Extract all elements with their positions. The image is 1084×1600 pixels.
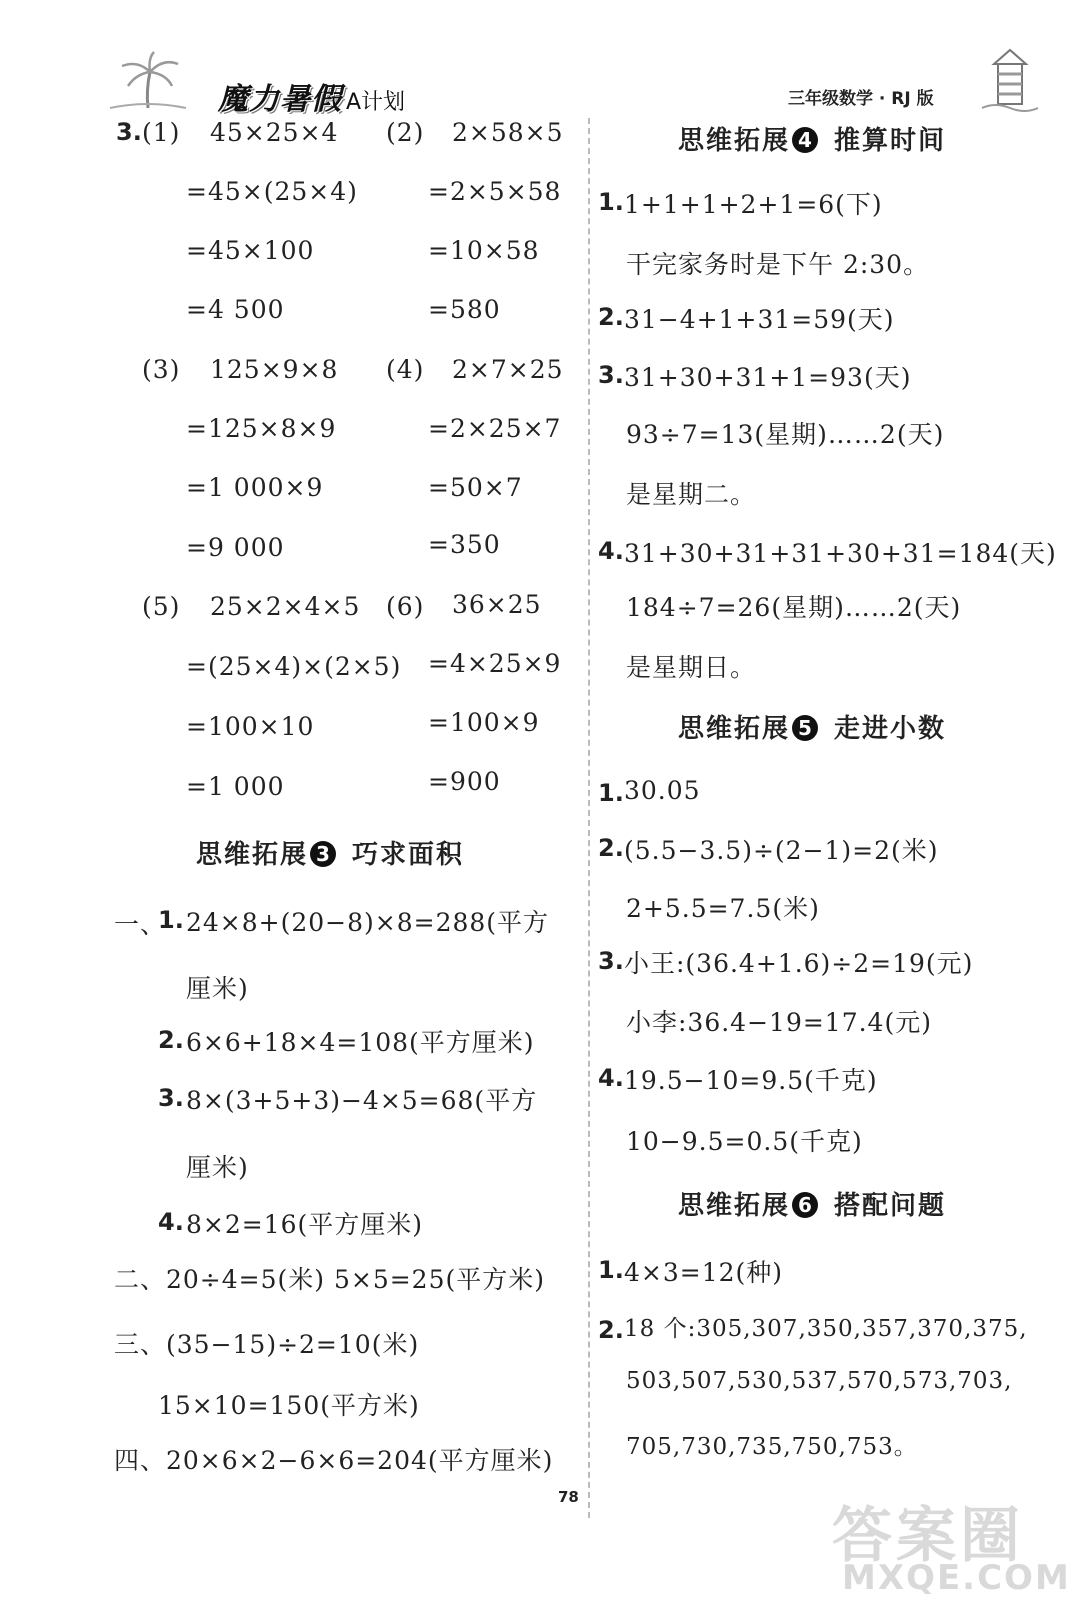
brand-title [218,74,405,118]
answer-line: 厘米) [186,974,249,1003]
answer-number: 2. [598,1316,624,1344]
answer-line: 2+5.5=7.5(米) [626,894,820,923]
lighthouse-icon [980,46,1040,112]
answer-number: 2. [598,303,624,331]
section-title: 搭配问题 [834,1191,947,1221]
answer-line: 8×(3+5+3)−4×5=68(平方 [186,1086,538,1115]
answer-number: 1. [598,779,624,807]
math-line: =4×25×9 [428,649,562,678]
answer-line: 184÷7=26(星期)……2(天) [626,593,962,622]
math-line: =1 000×9 [186,473,324,502]
math-line: =2×25×7 [428,414,562,443]
section-prefix: 思维拓展 [196,840,309,870]
answer-line: 三、(35−15)÷2=10(米) [114,1330,420,1359]
section-heading [196,834,464,871]
answer-line: 15×10=150(平方米) [158,1391,420,1420]
section-prefix: 思维拓展 [678,714,791,744]
answer-line: 是星期二。 [626,480,757,509]
answer-line: 8×2=16(平方厘米) [186,1210,424,1239]
answer-line: 18 个:305,307,350,357,370,375, [624,1316,1028,1342]
math-line: =580 [428,295,501,324]
math-line: =350 [428,530,501,559]
answer-line: 小李:36.4−19=17.4(元) [626,1008,932,1037]
math-line: 2×58×5 [452,118,564,147]
answer-line: 10−9.5=0.5(千克) [626,1127,863,1156]
section-title: 巧求面积 [352,840,465,870]
math-line: =1 000 [186,772,285,801]
answer-line: 干完家务时是下午 2:30。 [626,250,930,279]
answer-line: 31+30+31+1=93(天) [624,363,912,392]
math-line: =2×5×58 [428,177,562,206]
math-line: =50×7 [428,473,523,502]
section-heading [678,708,946,745]
answer-line: 四、20×6×2−6×6=204(平方厘米) [114,1446,554,1475]
grade-label: 三年级数学 · RJ 版 [788,89,934,109]
math-line: =(25×4)×(2×5) [186,652,402,681]
math-line: =900 [428,767,501,796]
answer-line: 31+30+31+31+30+31=184(天) [624,539,1057,568]
answer-line: 30.05 [624,776,701,805]
answer-line: 31−4+1+31=59(天) [624,305,895,334]
math-line: 2×7×25 [452,355,564,384]
answer-line: (5.5−3.5)÷(2−1)=2(米) [624,836,939,865]
answer-line: 1+1+1+2+1=6(下) [624,190,883,219]
brand-sub: A计划 [346,90,406,115]
answer-line: 二、20÷4=5(米) 5×5=25(平方米) [114,1265,545,1294]
answer-number: 3. [158,1084,184,1112]
answer-number: 4. [158,1208,184,1236]
section-heading [678,1185,946,1222]
palm-tree-icon [108,50,188,110]
answer-number: 2. [158,1026,184,1054]
math-line: =125×8×9 [186,414,337,443]
answer-line: 6×6+18×4=108(平方厘米) [186,1028,535,1057]
page-number: 78 [558,1488,579,1506]
answer-line: 705,730,735,750,753。 [626,1434,918,1460]
column-divider [588,118,590,1518]
part-label: (3) [142,355,181,384]
answer-line: 小王:(36.4+1.6)÷2=19(元) [624,949,974,978]
answer-number: 4. [598,1064,624,1092]
section-prefix: 思维拓展 [678,1191,791,1221]
section-badge: 4 [792,127,818,153]
math-line: =45×(25×4) [186,177,358,206]
answer-line: 19.5−10=9.5(千克) [624,1066,878,1095]
math-line: 125×9×8 [210,355,339,384]
math-line: =100×10 [186,712,315,741]
watermark-line1: 答案圈 [832,1501,1024,1571]
math-line: =100×9 [428,708,540,737]
watermark [832,1488,1071,1598]
answer-number: 1. [158,906,184,934]
watermark-line2: MXQE.COM [842,1558,1071,1598]
question-number: 3. [116,118,142,146]
answer-line: 24×8+(20−8)×8=288(平方 [186,908,550,937]
answer-number: 3. [598,947,624,975]
brand-main: 魔力暑假 [218,82,342,117]
answer-number: 3. [598,361,624,389]
answer-line: 是星期日。 [626,653,757,682]
part-label: (2) [386,118,425,147]
part-label: (4) [386,355,425,384]
math-line: =45×100 [186,236,315,265]
math-line: =4 500 [186,295,285,324]
answer-line: 93÷7=13(星期)……2(天) [626,420,945,449]
section-heading [678,120,946,157]
part-label: (6) [386,592,425,621]
section-badge: 6 [792,1192,818,1218]
answer-number: 1. [598,188,624,216]
section-title: 推算时间 [834,126,947,156]
part-label: (1) [142,118,181,147]
math-line: 25×2×4×5 [210,592,361,621]
answer-line: 503,507,530,537,570,573,703, [626,1368,1013,1394]
answer-number: 4. [598,537,624,565]
part-label: (5) [142,592,181,621]
answer-number: 2. [598,834,624,862]
answer-line: 4×3=12(种) [624,1258,784,1287]
math-line: 45×25×4 [210,118,339,147]
section-badge: 3 [310,841,336,867]
section-title: 走进小数 [834,714,947,744]
math-line: =10×58 [428,236,540,265]
answer-mark: 一、 [114,910,167,939]
answer-number: 1. [598,1256,624,1284]
section-prefix: 思维拓展 [678,126,791,156]
answer-line: 厘米) [186,1153,249,1182]
math-line: 36×25 [452,590,542,619]
section-badge: 5 [792,715,818,741]
math-line: =9 000 [186,533,285,562]
